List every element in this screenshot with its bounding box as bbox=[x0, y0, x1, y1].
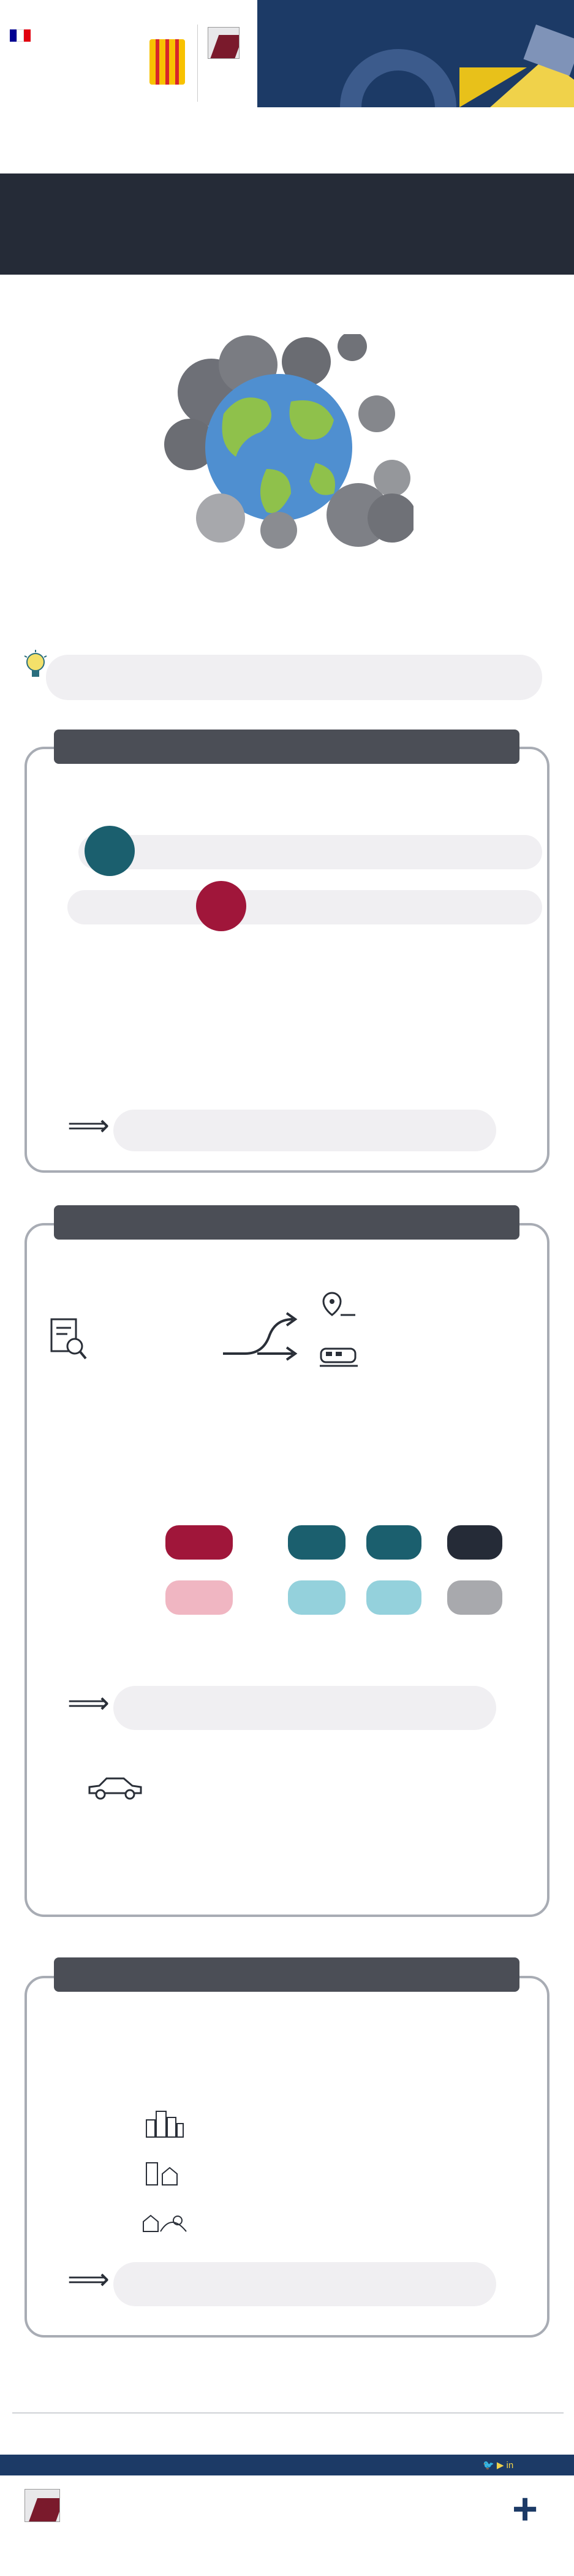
header-logos bbox=[0, 0, 257, 107]
split-arrow-icon bbox=[221, 1311, 300, 1362]
tc-paca bbox=[366, 1525, 421, 1560]
insee-header-logo bbox=[197, 25, 246, 102]
sources bbox=[12, 2422, 564, 2434]
plus-icon[interactable]: + bbox=[512, 2485, 538, 2534]
s2-conclusion bbox=[113, 1686, 496, 1730]
dist-province bbox=[165, 1580, 233, 1615]
city-buildings-icon bbox=[144, 2109, 186, 2138]
section-repartition-tag bbox=[54, 1957, 519, 1992]
vm-paca bbox=[288, 1525, 346, 1560]
co2-value bbox=[196, 881, 246, 931]
urban-document-icon bbox=[49, 1317, 88, 1362]
arrow-right-icon: ⟹ bbox=[67, 1110, 110, 1142]
arrow-right-icon: ⟹ bbox=[67, 2263, 110, 2296]
train-icon bbox=[320, 1346, 359, 1367]
s1-conclusion bbox=[113, 1110, 496, 1151]
marianne-logo bbox=[10, 29, 31, 42]
press-release-banner bbox=[257, 0, 574, 107]
footer-bar bbox=[0, 2455, 574, 2475]
earth-smoke-illustration bbox=[156, 334, 414, 592]
section-situation-tag bbox=[54, 730, 519, 764]
actifs-pill bbox=[78, 835, 542, 869]
social-icons[interactable]: 🐦 ▶ in bbox=[483, 2460, 514, 2471]
region-flag-icon bbox=[149, 39, 185, 85]
s3-conclusion bbox=[113, 2262, 496, 2306]
co2-pill bbox=[67, 890, 542, 924]
car-icon bbox=[86, 1774, 145, 1802]
actifs-value bbox=[85, 826, 135, 876]
divider bbox=[12, 2412, 564, 2414]
section-caracteristiques-tag bbox=[54, 1205, 519, 1240]
lightbulb-icon bbox=[23, 650, 48, 682]
vm-province bbox=[288, 1580, 346, 1615]
banner-decoration bbox=[257, 0, 574, 107]
countryside-icon bbox=[141, 2207, 190, 2236]
main-title bbox=[0, 173, 574, 223]
insee-footer-logo bbox=[18, 2489, 71, 2550]
ma-province bbox=[447, 1580, 502, 1615]
intro-pill bbox=[46, 655, 542, 700]
suburb-icon bbox=[144, 2158, 186, 2187]
tc-province bbox=[366, 1580, 421, 1615]
arrow-right-icon: ⟹ bbox=[67, 1687, 110, 1720]
ma-paca bbox=[447, 1525, 502, 1560]
main-title-band bbox=[0, 173, 574, 275]
map-pin-icon bbox=[320, 1290, 357, 1317]
dist-paca bbox=[165, 1525, 233, 1560]
